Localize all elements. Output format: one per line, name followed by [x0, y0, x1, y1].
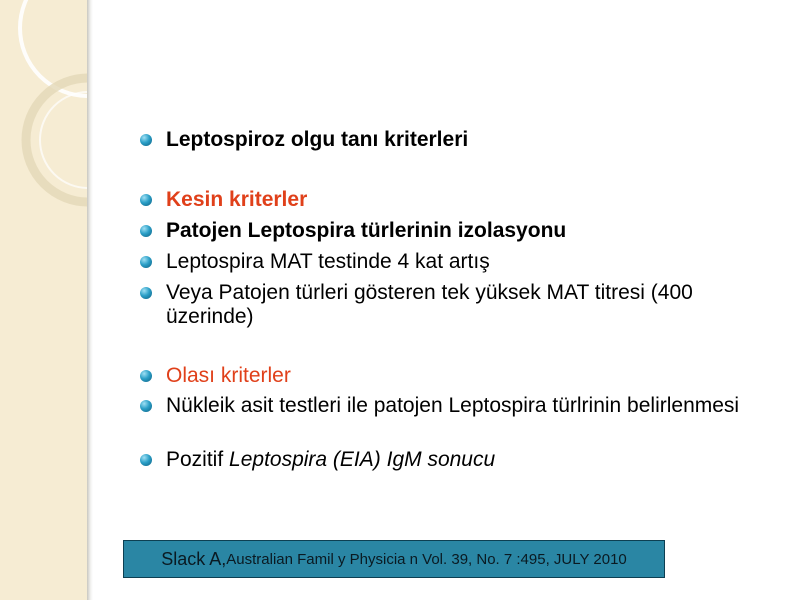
side-band-shadow: [87, 0, 93, 600]
bullet-icon: [140, 454, 152, 466]
bullet-text-italic: Leptospira (EIA) IgM sonucu: [229, 448, 496, 471]
citation-box: [123, 540, 665, 578]
decorative-circles: [0, 0, 87, 600]
bullet-icon: [140, 370, 152, 382]
bullet-text: [166, 448, 740, 472]
citation-source: Australian Famil y Physicia n Vol. 39, No. 7 :495, JULY 2010: [226, 550, 627, 568]
decorative-side-band: [0, 0, 87, 600]
bullet-item-isolation: [140, 219, 740, 243]
bullet-text: Leptospira MAT testinde 4 kat artış: [166, 250, 490, 273]
bullet-text: Leptospiroz olgu tanı kriterleri: [166, 128, 469, 151]
bullet-item-igm-result: [140, 448, 740, 472]
bullet-text: Olası kriterler: [166, 364, 291, 387]
bullet-item-case-criteria-heading: [140, 128, 740, 152]
bullet-icon: [140, 287, 152, 299]
bullet-icon: [140, 256, 152, 268]
bullet-icon: [140, 194, 152, 206]
bullet-item-mat-fourfold: [140, 250, 740, 274]
bullet-text: Nükleik asit testleri ile patojen Leptospira türlrinin belirlenmesi: [166, 394, 740, 417]
bullet-item-nucleic-acid: [140, 394, 740, 418]
bullet-icon: [140, 225, 152, 237]
bullet-text: Patojen Leptospira türlerinin izolasyonu: [166, 219, 567, 242]
bullet-item-single-mat-titre: [140, 281, 740, 329]
citation-author: Slack A,: [161, 548, 227, 569]
bullet-text: Kesin kriterler: [166, 188, 308, 211]
bullet-item-definite-criteria: [140, 188, 740, 212]
bullet-text: Veya Patojen türleri gösteren tek yüksek MAT titresi (400 üzerinde): [166, 281, 693, 328]
bullet-text-plain: Pozitif: [166, 448, 230, 471]
bullet-icon: [140, 134, 152, 146]
bullet-item-probable-criteria: [140, 364, 740, 388]
bullet-icon: [140, 400, 152, 412]
